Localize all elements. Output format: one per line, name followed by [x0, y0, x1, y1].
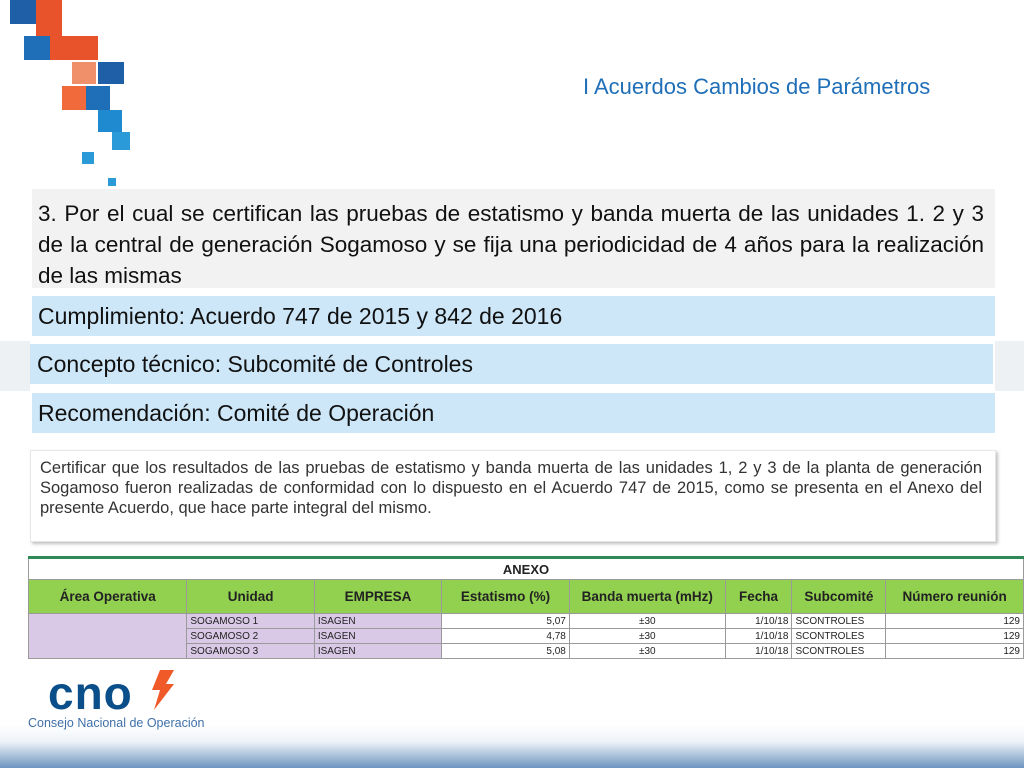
cell-unidad: SOGAMOSO 2 — [187, 629, 314, 644]
cell-subcomite: SCONTROLES — [792, 644, 886, 659]
cell-empresa: ISAGEN — [314, 644, 441, 659]
cell-subcomite: SCONTROLES — [792, 614, 886, 629]
band-right — [995, 341, 1024, 391]
cno-logo: cno — [48, 667, 133, 719]
cell-estatismo: 5,08 — [442, 644, 570, 659]
cell-reunion: 129 — [886, 644, 1024, 659]
recomendacion-bar: Recomendación: Comité de Operación — [32, 393, 995, 433]
anexo-table — [28, 556, 1024, 659]
cell-banda: ±30 — [569, 614, 725, 629]
cell-empresa: ISAGEN — [314, 629, 441, 644]
page-title: I Acuerdos Cambios de Parámetros — [583, 74, 931, 99]
cell-fecha: 1/10/18 — [725, 629, 792, 644]
header-reunion: Número reunión — [886, 580, 1024, 614]
cell-fecha: 1/10/18 — [725, 644, 792, 659]
header-empresa: EMPRESA — [314, 580, 441, 614]
cell-reunion: 129 — [886, 614, 1024, 629]
description-text: 3. Por el cual se certifican las pruebas de estatismo y banda muerta de las unidades 1. 2 y 3 de la central de generación Sogamoso y se fija una periodicidad de 4 años para la realización de las mismas — [38, 201, 984, 288]
header-banda: Banda muerta (mHz) — [569, 580, 725, 614]
footer-band — [0, 724, 1024, 768]
header-unidad: Unidad — [187, 580, 314, 614]
band-left — [0, 341, 30, 391]
cell-fecha: 1/10/18 — [725, 614, 792, 629]
cell-estatismo: 5,07 — [442, 614, 570, 629]
table-row — [29, 614, 1024, 629]
anexo-caption: ANEXO — [29, 558, 1024, 580]
cell-reunion: 129 — [886, 629, 1024, 644]
cell-empresa: ISAGEN — [314, 614, 441, 629]
cell-unidad: SOGAMOSO 1 — [187, 614, 314, 629]
logo-subtitle: Consejo Nacional de Operación — [28, 716, 205, 730]
concepto-tecnico-bar: Concepto técnico: Subcomité de Controles — [30, 344, 993, 384]
header-estatismo: Estatismo (%) — [442, 580, 570, 614]
lightning-bolt-icon — [150, 670, 176, 710]
cell-banda: ±30 — [569, 629, 725, 644]
cell-subcomite: SCONTROLES — [792, 629, 886, 644]
header-subcomite: Subcomité — [792, 580, 886, 614]
cell-unidad: SOGAMOSO 3 — [187, 644, 314, 659]
excerpt-text: Certificar que los resultados de las pruebas de estatismo y banda muerta de las unidades 1, 2 y 3 de la planta de generación Sogamoso fueron realizadas de conformidad con lo dispuesto en el Acuerdo 747 de 2015, como se presenta en el Anexo del presente Acuerdo, que hace parte integral del mismo. — [40, 459, 982, 517]
cumplimiento-bar: Cumplimiento: Acuerdo 747 de 2015 y 842 de 2016 — [32, 296, 995, 336]
area-operativa-cell — [29, 614, 187, 659]
header-fecha: Fecha — [725, 580, 792, 614]
cell-banda: ±30 — [569, 644, 725, 659]
header-area: Área Operativa — [29, 580, 187, 614]
cell-estatismo: 4,78 — [442, 629, 570, 644]
